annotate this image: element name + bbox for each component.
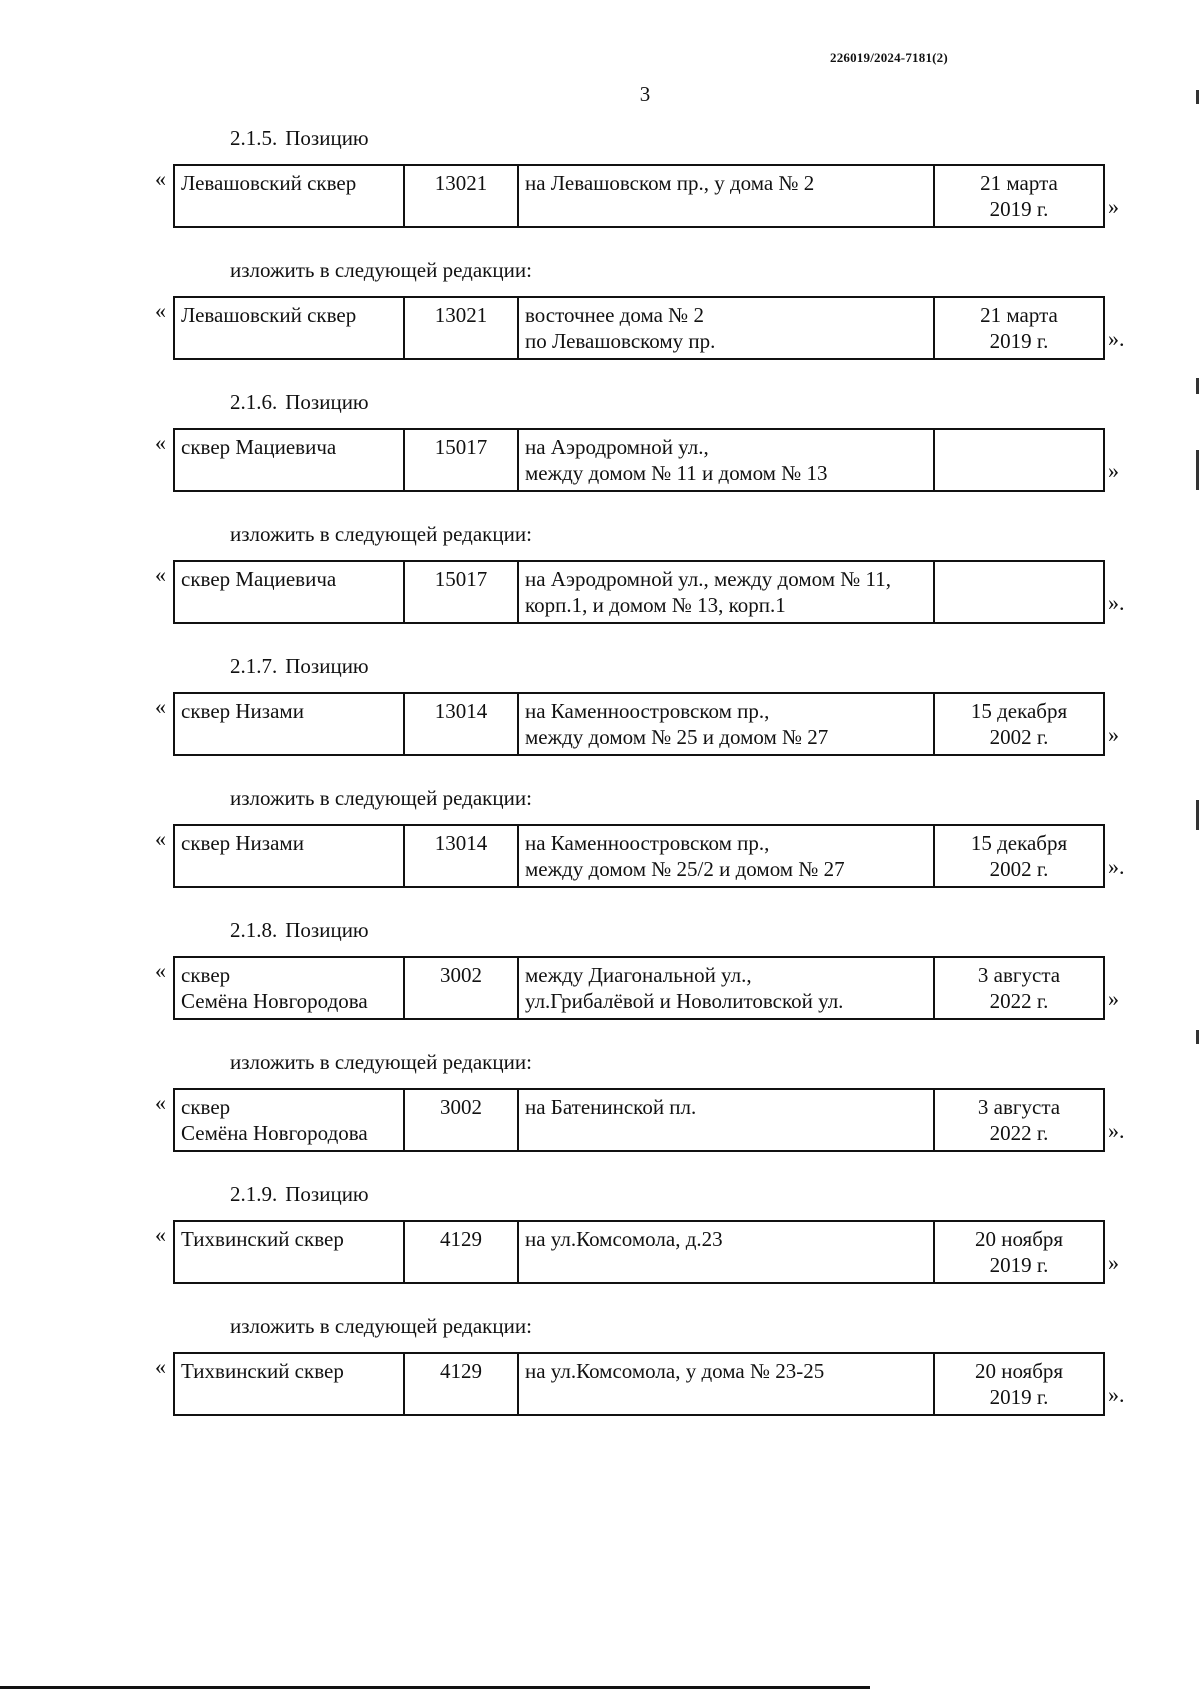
address-line: между Диагональной ул., xyxy=(525,963,752,987)
position-table xyxy=(173,824,1105,888)
square-code-cell: 13014 xyxy=(404,825,518,887)
address-cell xyxy=(518,297,934,359)
scan-edge-mark xyxy=(1196,90,1199,104)
square-name-cell xyxy=(174,165,404,227)
opening-quote: « xyxy=(155,958,166,983)
address-line: по Левашовскому пр. xyxy=(525,329,716,353)
address-line: на Каменноостровском пр., xyxy=(525,699,770,723)
replace-instruction: изложить в следующей редакции: xyxy=(230,786,532,810)
section-heading xyxy=(230,120,1200,156)
opening-quote: « xyxy=(155,694,166,719)
date-line: 21 марта xyxy=(980,303,1058,327)
square-name-cell xyxy=(174,429,404,491)
closing-quote: ». xyxy=(1108,854,1125,879)
section-number: 2.1.8. xyxy=(230,918,278,942)
square-name-cell xyxy=(174,1089,404,1151)
date-cell xyxy=(934,1089,1104,1151)
closing-quote: » xyxy=(1108,194,1119,219)
replace-instruction: изложить в следующей редакции: xyxy=(230,1050,532,1074)
scan-edge-mark xyxy=(1196,378,1199,394)
address-line: между домом № 11 и домом № 13 xyxy=(525,461,828,485)
replace-instruction: изложить в следующей редакции: xyxy=(230,1314,532,1338)
square-name-cell xyxy=(174,1221,404,1283)
position-table xyxy=(173,1088,1105,1152)
current-position-row xyxy=(0,692,1200,756)
address-line: на ул.Комсомола, у дома № 23-25 xyxy=(525,1359,825,1383)
date-line: 2022 г. xyxy=(989,989,1049,1013)
square-name-cell xyxy=(174,297,404,359)
position-label: Позицию xyxy=(285,1182,369,1206)
document-registration-number: 226019/2024-7181(2) xyxy=(830,50,948,65)
date-cell xyxy=(934,825,1104,887)
closing-quote: ». xyxy=(1108,1118,1125,1143)
date-line: 2019 г. xyxy=(989,329,1049,353)
address-line: на Аэродромной ул., между домом № 11, xyxy=(525,567,892,591)
address-line: на Левашовском пр., у дома № 2 xyxy=(525,171,815,195)
opening-quote: « xyxy=(155,166,166,191)
square-code-cell: 4129 xyxy=(404,1353,518,1415)
address-cell xyxy=(518,957,934,1019)
date-cell xyxy=(934,1221,1104,1283)
position-table xyxy=(173,164,1105,228)
current-position-row xyxy=(0,956,1200,1020)
address-cell xyxy=(518,1089,934,1151)
address-cell xyxy=(518,693,934,755)
square-name-line: Семёна Новгородова xyxy=(181,989,368,1013)
address-cell xyxy=(518,561,934,623)
date-line: 15 декабря xyxy=(970,699,1068,723)
address-cell xyxy=(518,1221,934,1283)
position-label: Позицию xyxy=(285,390,369,414)
date-cell xyxy=(934,297,1104,359)
section-heading xyxy=(230,912,1200,948)
date-line: 15 декабря xyxy=(970,831,1068,855)
closing-quote: ». xyxy=(1108,590,1125,615)
address-line: на Аэродромной ул., xyxy=(525,435,709,459)
address-line: корп.1, и домом № 13, корп.1 xyxy=(525,593,786,617)
square-name-line: сквер Мациевича xyxy=(181,567,337,591)
opening-quote: « xyxy=(155,430,166,455)
new-position-row xyxy=(0,1088,1200,1152)
scan-edge-mark xyxy=(1196,800,1199,830)
date-line: 3 августа xyxy=(977,1095,1061,1119)
new-position-row xyxy=(0,560,1200,624)
date-line: 2022 г. xyxy=(989,1121,1049,1145)
closing-quote: ». xyxy=(1108,326,1125,351)
table-row xyxy=(174,1089,1104,1151)
position-table xyxy=(173,1220,1105,1284)
date-line: 2019 г. xyxy=(989,197,1049,221)
scan-edge-mark xyxy=(1196,450,1199,490)
square-code-cell: 3002 xyxy=(404,957,518,1019)
square-name-cell xyxy=(174,957,404,1019)
square-name-cell xyxy=(174,1353,404,1415)
square-code-cell: 3002 xyxy=(404,1089,518,1151)
scan-edge-mark xyxy=(1196,1030,1199,1044)
position-label: Позицию xyxy=(285,126,369,150)
date-line: 2002 г. xyxy=(989,857,1049,881)
address-cell xyxy=(518,825,934,887)
current-position-row xyxy=(0,428,1200,492)
square-name-line: Семёна Новгородова xyxy=(181,1121,368,1145)
square-name-cell xyxy=(174,825,404,887)
address-line: на ул.Комсомола, д.23 xyxy=(525,1227,723,1251)
table-row xyxy=(174,561,1104,623)
opening-quote: « xyxy=(155,562,166,587)
opening-quote: « xyxy=(155,1222,166,1247)
table-row xyxy=(174,429,1104,491)
position-table xyxy=(173,1352,1105,1416)
closing-quote: » xyxy=(1108,722,1119,747)
date-line: 20 ноября xyxy=(974,1227,1064,1251)
date-cell xyxy=(934,957,1104,1019)
position-table xyxy=(173,956,1105,1020)
date-cell xyxy=(934,429,1104,491)
address-line: на Каменноостровском пр., xyxy=(525,831,770,855)
opening-quote: « xyxy=(155,1354,166,1379)
square-code-cell: 15017 xyxy=(404,429,518,491)
square-name-line: Тихвинский сквер xyxy=(181,1227,344,1251)
opening-quote: « xyxy=(155,298,166,323)
square-name-line: Левашовский сквер xyxy=(181,171,357,195)
address-line: на Батенинской пл. xyxy=(525,1095,697,1119)
square-name-cell xyxy=(174,561,404,623)
table-row xyxy=(174,825,1104,887)
position-table xyxy=(173,692,1105,756)
table-row xyxy=(174,1353,1104,1415)
table-row xyxy=(174,1221,1104,1283)
position-label: Позицию xyxy=(285,918,369,942)
page-number: 3 xyxy=(639,82,651,106)
address-line: между домом № 25 и домом № 27 xyxy=(525,725,829,749)
current-position-row xyxy=(0,164,1200,228)
section-number: 2.1.9. xyxy=(230,1182,278,1206)
date-line: 21 марта xyxy=(980,171,1058,195)
bottom-rule xyxy=(0,1686,870,1689)
opening-quote: « xyxy=(155,826,166,851)
square-name-line: Тихвинский сквер xyxy=(181,1359,344,1383)
new-position-row xyxy=(0,824,1200,888)
square-code-cell: 13014 xyxy=(404,693,518,755)
section-number: 2.1.7. xyxy=(230,654,278,678)
square-code-cell: 15017 xyxy=(404,561,518,623)
table-row xyxy=(174,165,1104,227)
table-row xyxy=(174,957,1104,1019)
date-line: 3 августа xyxy=(977,963,1061,987)
date-cell xyxy=(934,165,1104,227)
address-line: восточнее дома № 2 xyxy=(525,303,704,327)
table-row xyxy=(174,297,1104,359)
square-code-cell: 4129 xyxy=(404,1221,518,1283)
replace-instruction: изложить в следующей редакции: xyxy=(230,522,532,546)
address-cell xyxy=(518,165,934,227)
new-position-row xyxy=(0,296,1200,360)
section-heading xyxy=(230,648,1200,684)
date-cell xyxy=(934,693,1104,755)
date-line: 2019 г. xyxy=(989,1253,1049,1277)
closing-quote: ». xyxy=(1108,1382,1125,1407)
section-heading xyxy=(230,384,1200,420)
position-label: Позицию xyxy=(285,654,369,678)
opening-quote: « xyxy=(155,1090,166,1115)
square-name-line: сквер Низами xyxy=(181,699,304,723)
table-row xyxy=(174,693,1104,755)
new-position-row xyxy=(0,1352,1200,1416)
closing-quote: » xyxy=(1108,1250,1119,1275)
date-line: 20 ноября xyxy=(974,1359,1064,1383)
amendments-list xyxy=(0,120,1200,1440)
square-code-cell: 13021 xyxy=(404,297,518,359)
address-cell xyxy=(518,429,934,491)
position-table xyxy=(173,428,1105,492)
closing-quote: » xyxy=(1108,986,1119,1011)
current-position-row xyxy=(0,1220,1200,1284)
address-cell xyxy=(518,1353,934,1415)
address-line: между домом № 25/2 и домом № 27 xyxy=(525,857,845,881)
replace-instruction: изложить в следующей редакции: xyxy=(230,258,532,282)
square-code-cell: 13021 xyxy=(404,165,518,227)
closing-quote: » xyxy=(1108,458,1119,483)
square-name-line: сквер Низами xyxy=(181,831,304,855)
position-table xyxy=(173,560,1105,624)
square-name-line: сквер xyxy=(181,963,231,987)
section-number: 2.1.5. xyxy=(230,126,278,150)
date-line: 2019 г. xyxy=(989,1385,1049,1409)
date-cell xyxy=(934,1353,1104,1415)
position-table xyxy=(173,296,1105,360)
date-cell xyxy=(934,561,1104,623)
square-name-cell xyxy=(174,693,404,755)
square-name-line: сквер Мациевича xyxy=(181,435,337,459)
square-name-line: сквер xyxy=(181,1095,231,1119)
section-number: 2.1.6. xyxy=(230,390,278,414)
date-line: 2002 г. xyxy=(989,725,1049,749)
section-heading xyxy=(230,1176,1200,1212)
address-line: ул.Грибалёвой и Новолитовской ул. xyxy=(525,989,844,1013)
square-name-line: Левашовский сквер xyxy=(181,303,357,327)
